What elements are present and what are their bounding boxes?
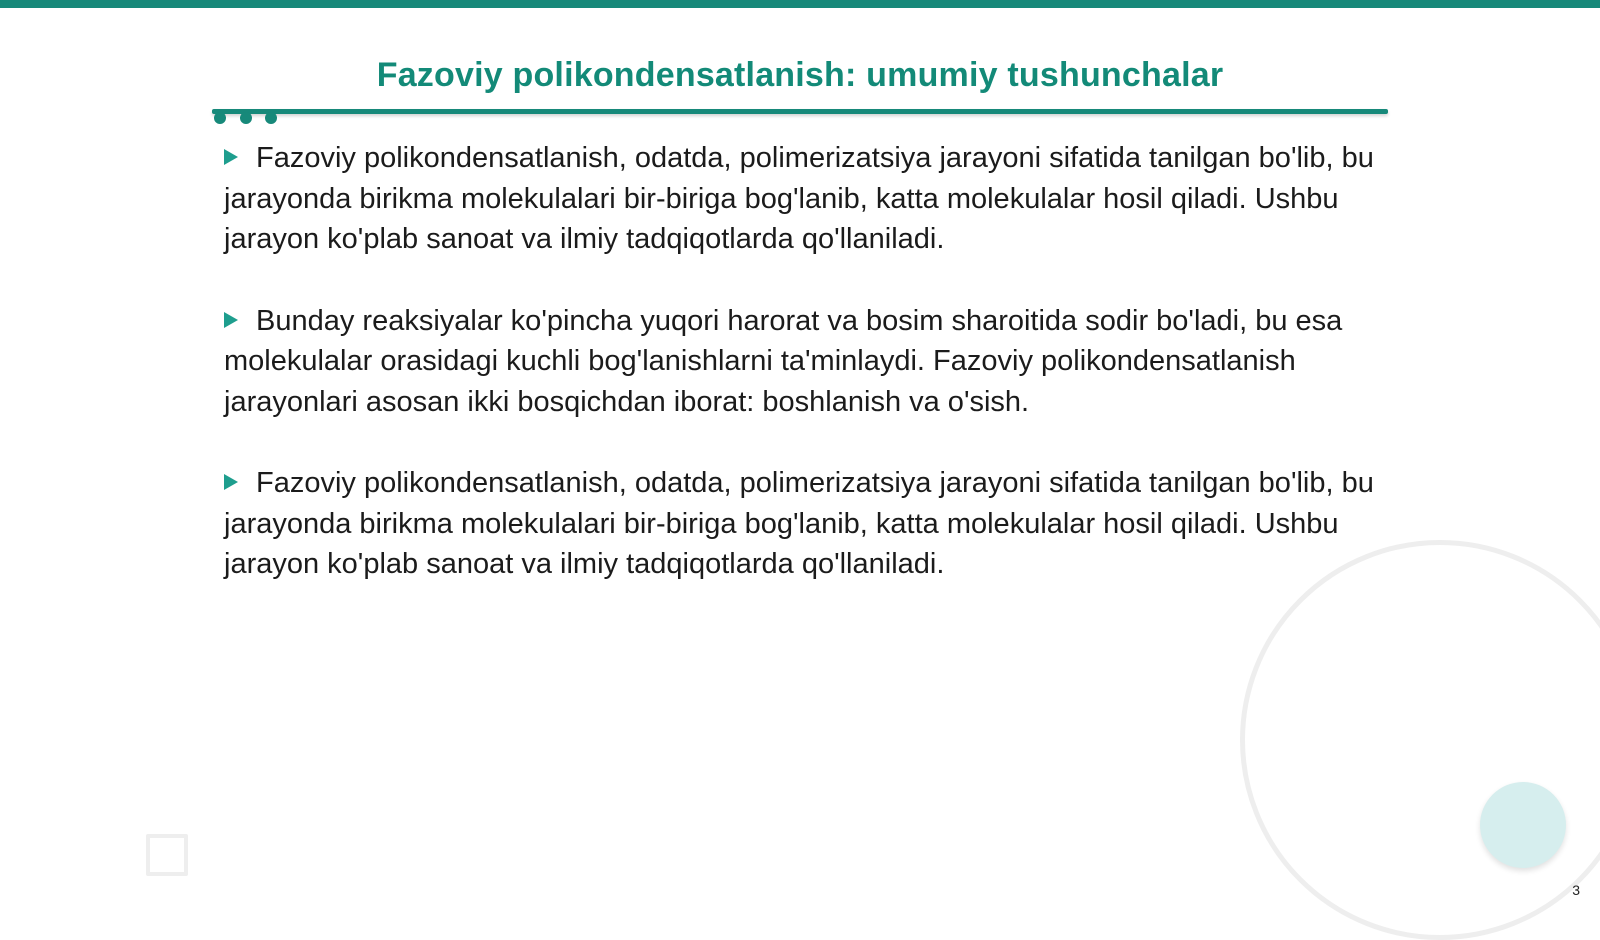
bullet-paragraph [224, 463, 1374, 585]
slide-body [224, 138, 1374, 626]
page-number: 3 [1572, 882, 1580, 898]
bullet-text: Fazoviy polikondensatlanish, odatda, polimerizatsiya jarayoni sifatida tanilgan bo'lib, bu jarayonda birikma molekulalari bir-biriga bog'lanib, katta molekulalar hosil qiladi. Ushbu jarayon ko'plab sanoat va ilmiy tadqiqotlarda qo'llaniladi. [224, 467, 1374, 580]
slide-title: Fazoviy polikondensatlanish: umumiy tushunchalar [376, 56, 1224, 94]
bullet-paragraph [224, 138, 1374, 260]
decor-square [146, 834, 188, 876]
top-accent-band [0, 0, 1600, 8]
triangle-right-icon [224, 149, 238, 165]
bullet-text: Fazoviy polikondensatlanish, odatda, polimerizatsiya jarayoni sifatida tanilgan bo'lib, bu jarayonda birikma molekulalari bir-biriga bog'lanib, katta molekulalar hosil qiladi. Ushbu jarayon ko'plab sanoat va ilmiy tadqiqotlarda qo'llaniladi. [224, 142, 1374, 255]
triangle-right-icon [224, 312, 238, 328]
decor-dot [265, 112, 277, 124]
decor-dot [240, 112, 252, 124]
decor-circle [1480, 782, 1566, 868]
bullet-text: Bunday reaksiyalar ko'pincha yuqori harorat va bosim sharoitida sodir bo'ladi, bu esa molekulalar orasidagi kuchli bog'lanishlarni ta'minlaydi. Fazoviy polikondensatlanish jarayonlari asosan ikki bosqichdan iborat: boshlanish va o'sish. [224, 304, 1343, 418]
triangle-right-icon [224, 474, 238, 490]
title-underline [212, 109, 1388, 114]
bullet-paragraph [224, 301, 1374, 423]
decor-dot [214, 112, 226, 124]
